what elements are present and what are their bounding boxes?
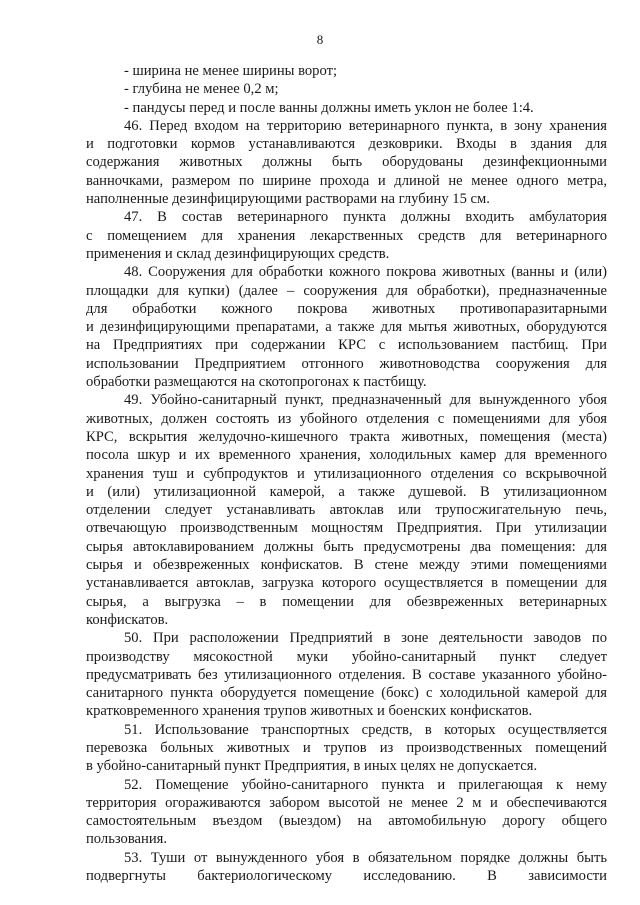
- text-line: кратковременного хранения трупов животных и боенских конфискатов.: [86, 703, 533, 720]
- text-line: производству мясокостной муки убойно-санитарный пункт следует: [86, 648, 607, 665]
- text-line: и подготовки кормов устанавливаются дезковрики. Входы в здания для: [86, 136, 607, 153]
- text-line: наполненные дезинфицирующими растворами на глубину 15 см.: [86, 191, 490, 208]
- text-line: пользования.: [86, 831, 167, 848]
- text-line: 52. Помещение убойно-санитарного пункта и прилегающая к нему: [124, 776, 607, 793]
- text-line: сырья, а выгрузка – в помещении для обезвреженных ветеринарных: [86, 593, 607, 610]
- text-line: 51. Использование транспортных средств, в которых осуществляется: [124, 721, 607, 738]
- text-line: санитарного пункта оборудуется помещение (бокс) с холодильной камерой для: [86, 685, 607, 702]
- text-line: ванночками, размером по ширине прохода и длиной не менее одного метра,: [86, 172, 607, 189]
- text-line: конфискатов.: [86, 611, 169, 628]
- text-line: содержания животных должны быть оборудованы дезинфекционными: [86, 154, 607, 171]
- text-line: подвергнуты бактериологическому исследованию. В зависимости: [86, 868, 607, 885]
- page-number: 8: [316, 32, 324, 47]
- text-line: 46. Перед входом на территорию ветеринарного пункта, в зону хранения: [124, 117, 607, 134]
- text-line: на Предприятиях при содержании КРС с использованием пастбищ. При: [86, 337, 607, 354]
- text-line: посола шкур и их временного хранения, холодильных камер для временного: [86, 447, 607, 464]
- text-line: 48. Сооружения для обработки кожного покрова животных (ванны и (или): [124, 264, 607, 281]
- document-body: [86, 62, 607, 885]
- text-line: для обработки кожного покрова животных противопаразитарными: [86, 300, 607, 317]
- text-line: 53. Туши от вынужденного убоя в обязательном порядке должны быть: [124, 849, 607, 866]
- text-line: - пандусы перед и после ванны должны иметь уклон не более 1:4.: [124, 99, 534, 116]
- text-line: площадки для купки) (далее – сооружения для обработки), предназначенные: [86, 282, 607, 299]
- text-line: 47. В состав ветеринарного пункта должны входить амбулатория: [124, 209, 607, 226]
- text-line: в убойно-санитарный пункт Предприятия, в иных целях не допускается.: [86, 758, 538, 775]
- text-line: хранения туш и субпродуктов и утилизационного отделения со вскрывочной: [86, 465, 607, 482]
- text-line: и (или) утилизационной камерой, а также душевой. В утилизационном: [86, 483, 607, 500]
- text-line: 49. Убойно-санитарный пункт, предназначенный для вынужденного убоя: [124, 392, 607, 409]
- text-line: обработки размещаются на скотопрогонах к пастбищу.: [86, 374, 427, 391]
- text-line: использовании Предприятием отгонного животноводства сооружения для: [86, 355, 607, 372]
- text-line: самостоятельным въездом (выездом) на автомобильную дорогу общего: [86, 813, 607, 830]
- text-line: и дезинфицирующими препаратами, а также для мытья животных, оборудуются: [86, 319, 607, 336]
- text-line: - ширина не менее ширины ворот;: [124, 63, 337, 79]
- text-line: - глубина не менее 0,2 м;: [124, 81, 279, 98]
- text-line: перевозка больных животных и трупов из производственных помещений: [86, 739, 607, 756]
- text-line: применения и склад дезинфицирующих средств.: [86, 245, 390, 262]
- text-line: КРС, вскрытия желудочно-кишечного тракта животных, помещения (места): [86, 428, 607, 445]
- text-line: отделении следует устанавливать автоклав или трупосжигательную печь,: [86, 502, 607, 519]
- text-line: устанавливается автоклав, загрузка которого осуществляется в помещении для: [86, 575, 607, 592]
- text-line: территория огораживаются забором высотой не менее 2 м и обеспечиваются: [86, 794, 607, 811]
- text-line: с помещением для хранения лекарственных средств для ветеринарного: [86, 227, 607, 244]
- text-line: сырья автоклавированием должны быть предусмотрены два помещения: для: [86, 538, 607, 555]
- text-line: 50. При расположении Предприятий в зоне деятельности заводов по: [124, 630, 607, 647]
- text-line: животных, должен состоять из убойного отделения с помещениями для убоя: [86, 410, 607, 427]
- text-line: отвечающую производственным мощностям Предприятия. При утилизации: [86, 520, 607, 537]
- text-line: сырья и обезвреженных конфискатов. В стене между этими помещениями: [86, 557, 607, 574]
- text-line: предусматривать без утилизационного отделения. В составе указанного убойно-: [86, 666, 607, 683]
